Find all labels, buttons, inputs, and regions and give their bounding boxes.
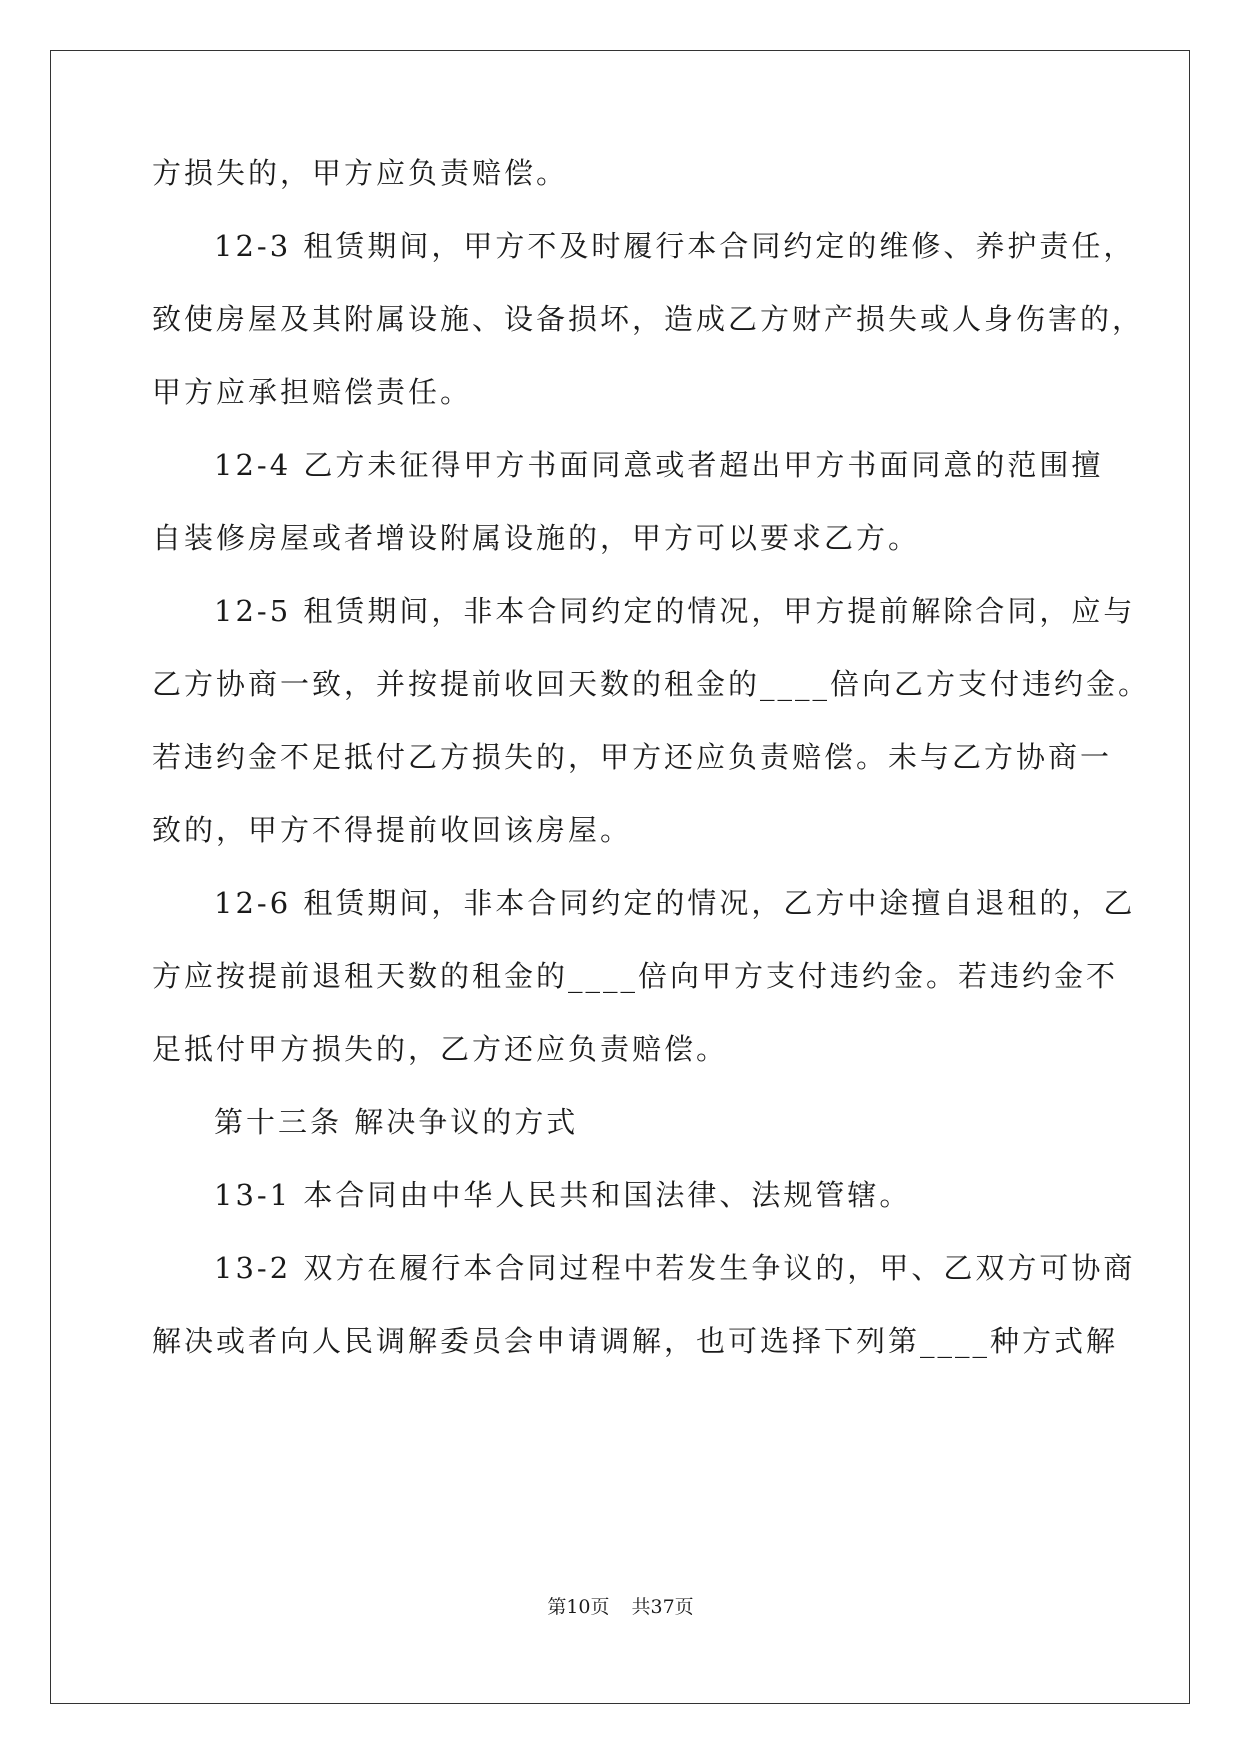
text-line: 解决或者向人民调解委员会申请调解，也可选择下列第____种方式解	[152, 1324, 1119, 1358]
page-number: 第10页	[547, 1596, 610, 1618]
text-line: 致的，甲方不得提前收回该房屋。	[152, 813, 633, 847]
text-line: 若违约金不足抵付乙方损失的，甲方还应负责赔偿。未与乙方协商一	[152, 740, 1113, 774]
paragraph-12-3-line-1: 12-3 租赁期间，甲方不及时履行本合同约定的维修、养护责任，	[214, 229, 1136, 263]
paragraph-12-6-line-1: 12-6 租赁期间，非本合同约定的情况，乙方中途擅自退租的，乙	[214, 886, 1136, 920]
page-total: 共37页	[631, 1596, 694, 1618]
text-line: 方应按提前退租天数的租金的____倍向甲方支付违约金。若违约金不	[152, 959, 1119, 993]
paragraph-12-4-line-1: 12-4 乙方未征得甲方书面同意或者超出甲方书面同意的范围擅	[214, 448, 1104, 482]
text-line: 甲方应承担赔偿责任。	[152, 375, 473, 409]
text-line: 自装修房屋或者增设附属设施的，甲方可以要求乙方。	[152, 521, 921, 555]
paragraph-13-1: 13-1 本合同由中华人民共和国法律、法规管辖。	[214, 1178, 912, 1212]
text-line: 足抵付甲方损失的，乙方还应负责赔偿。	[152, 1032, 729, 1066]
text-line: 方损失的，甲方应负责赔偿。	[152, 156, 569, 190]
text-line: 致使房屋及其附属设施、设备损坏，造成乙方财产损失或人身伤害的，	[152, 302, 1145, 336]
paragraph-12-5-line-1: 12-5 租赁期间，非本合同约定的情况，甲方提前解除合同，应与	[214, 594, 1136, 628]
text-line: 乙方协商一致，并按提前收回天数的租金的____倍向乙方支付违约金。	[152, 667, 1151, 701]
page-footer	[0, 1594, 1241, 1620]
section-heading-13: 第十三条 解决争议的方式	[214, 1105, 579, 1139]
paragraph-13-2-line-1: 13-2 双方在履行本合同过程中若发生争议的，甲、乙双方可协商	[214, 1251, 1136, 1285]
